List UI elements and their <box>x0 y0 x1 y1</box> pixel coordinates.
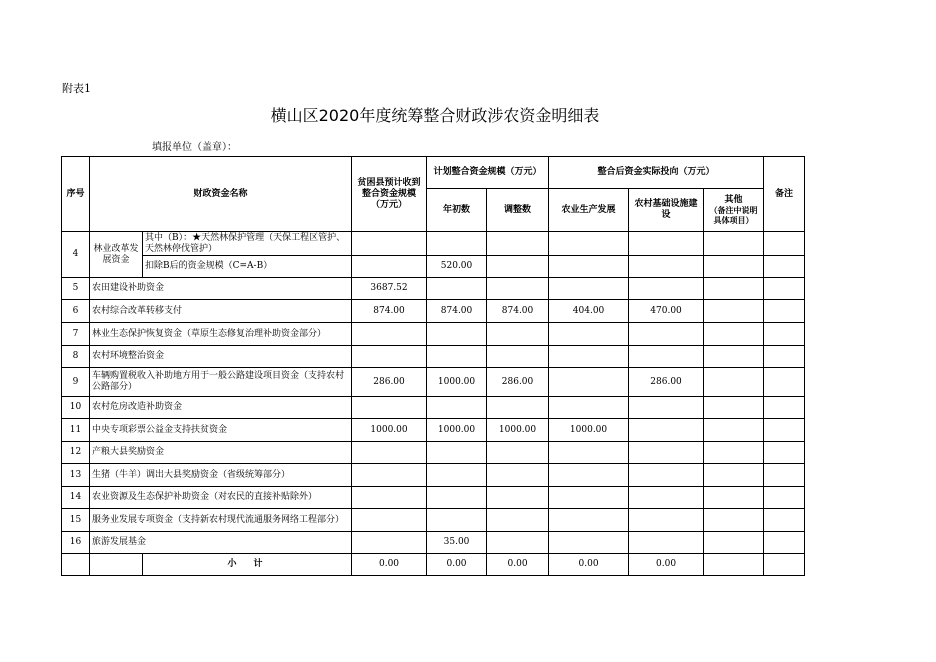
row-other-cell <box>704 442 764 464</box>
row-other-cell <box>704 300 764 323</box>
row-poor-cell <box>352 487 427 509</box>
row-init-cell <box>427 278 487 300</box>
row-other-cell <box>704 323 764 346</box>
row-infra-cell <box>629 464 704 487</box>
row-remark-cell <box>764 278 805 300</box>
row-agri-cell <box>549 346 629 368</box>
data-rows <box>62 278 805 554</box>
row-fund-name: 生猪（牛羊）调出大县奖励资金（省级统筹部分） <box>90 464 352 487</box>
row-poor-cell <box>352 346 427 368</box>
header-agri: 农业生产发展 <box>549 189 629 232</box>
row-agri-cell <box>549 397 629 419</box>
row-init-cell <box>427 323 487 346</box>
header-other-label: 其他 <box>724 194 743 205</box>
row-agri-cell <box>549 278 629 300</box>
table-row <box>62 487 805 509</box>
row-init-cell <box>427 464 487 487</box>
row-adj-cell <box>487 397 549 419</box>
row-other-cell <box>704 278 764 300</box>
funds-table <box>61 156 805 576</box>
row-fund-name: 农村综合改革转移支付 <box>90 300 352 323</box>
row-remark-cell <box>764 464 805 487</box>
row-fund-name: 农田建设补助资金 <box>90 278 352 300</box>
row-infra-cell <box>629 419 704 442</box>
table-row <box>62 442 805 464</box>
row-infra-cell <box>629 397 704 419</box>
row-seq: 13 <box>62 464 90 487</box>
row-adj-cell <box>487 278 549 300</box>
row-poor-cell <box>352 509 427 532</box>
row-seq: 14 <box>62 487 90 509</box>
row-seq: 12 <box>62 442 90 464</box>
row-other-cell <box>704 346 764 368</box>
row-agri-cell <box>549 368 629 397</box>
subtotal-other <box>704 554 764 576</box>
row-fund-name: 产粮大县奖励资金 <box>90 442 352 464</box>
header-other <box>704 189 764 232</box>
row-init-cell <box>427 487 487 509</box>
row-remark-cell <box>764 300 805 323</box>
row-infra-cell <box>629 487 704 509</box>
row-adj-cell <box>487 346 549 368</box>
row-fund-name: 旅游发展基金 <box>90 532 352 554</box>
row-adj-cell <box>487 323 549 346</box>
row-4-sub1-name: 其中（B）：★天然林保护管理（天保工程区管护、天然林停伐管护） <box>143 232 352 256</box>
row-seq: 11 <box>62 419 90 442</box>
row-4-sub2-name: 扣除B后的资金规模（C=A-B） <box>143 256 352 278</box>
subtotal-poor: 0.00 <box>352 554 427 576</box>
subtotal-row-group <box>62 554 805 576</box>
header-remark: 备注 <box>764 157 805 232</box>
row-other-cell <box>704 368 764 397</box>
row-adj-cell <box>487 487 549 509</box>
row-poor-cell <box>352 323 427 346</box>
subtotal-remark <box>764 554 805 576</box>
row-adj-cell: 874.00 <box>487 300 549 323</box>
header-fund-name: 财政资金名称 <box>90 157 352 232</box>
row-adj-cell <box>487 532 549 554</box>
subtotal-row <box>62 554 805 576</box>
row-seq: 16 <box>62 532 90 554</box>
subtotal-initial: 0.00 <box>427 554 487 576</box>
row-fund-name: 中央专项彩票公益金支持扶贫资金 <box>90 419 352 442</box>
table-row <box>62 323 805 346</box>
row-fund-name: 服务业发展专项资金（支持新农村现代流通服务网络工程部分） <box>90 509 352 532</box>
table-row <box>62 346 805 368</box>
row-adj-cell <box>487 464 549 487</box>
row-infra-cell <box>629 323 704 346</box>
row-agri-cell <box>549 464 629 487</box>
table-row <box>62 397 805 419</box>
row-remark-cell <box>764 509 805 532</box>
row-seq: 9 <box>62 368 90 397</box>
row-remark-cell <box>764 346 805 368</box>
table-row <box>62 278 805 300</box>
row-init-cell: 1000.00 <box>427 419 487 442</box>
header-poor-county: 贫困县预计收到整合资金规模（万元） <box>352 157 427 232</box>
row-remark-cell <box>764 419 805 442</box>
table-row <box>62 300 805 323</box>
row-poor-cell <box>352 532 427 554</box>
table-header <box>62 157 805 232</box>
row-init-cell: 874.00 <box>427 300 487 323</box>
row-adj-cell <box>487 442 549 464</box>
row-4-group <box>62 232 805 278</box>
row-seq: 6 <box>62 300 90 323</box>
row-agri-cell <box>549 532 629 554</box>
table-row <box>62 419 805 442</box>
row-remark-cell <box>764 532 805 554</box>
table-row <box>62 509 805 532</box>
row-poor-cell: 1000.00 <box>352 419 427 442</box>
row-other-cell <box>704 487 764 509</box>
row-poor-cell <box>352 464 427 487</box>
row-seq: 15 <box>62 509 90 532</box>
row-infra-cell: 470.00 <box>629 300 704 323</box>
subtotal-adjust: 0.00 <box>487 554 549 576</box>
subtotal-infra: 0.00 <box>629 554 704 576</box>
row-init-cell <box>427 442 487 464</box>
row-infra-cell <box>629 278 704 300</box>
row-4-sub2-initial: 520.00 <box>427 256 487 278</box>
row-other-cell <box>704 532 764 554</box>
row-agri-cell <box>549 323 629 346</box>
reporting-unit-label: 填报单位（盖章）： <box>152 142 237 153</box>
row-fund-name: 农村危房改造补助资金 <box>90 397 352 419</box>
header-other-note: （备注中说明具体项目） <box>709 205 758 225</box>
row-poor-cell: 286.00 <box>352 368 427 397</box>
row-agri-cell: 404.00 <box>549 300 629 323</box>
header-actual-group: 整合后资金实际投向（万元） <box>549 157 764 189</box>
row-adj-cell: 1000.00 <box>487 419 549 442</box>
row-agri-cell: 1000.00 <box>549 419 629 442</box>
row-remark-cell <box>764 487 805 509</box>
row-4-seq: 4 <box>62 232 90 278</box>
row-infra-cell <box>629 346 704 368</box>
row-other-cell <box>704 464 764 487</box>
row-4-group-name: 林业改革发展资金 <box>90 232 143 278</box>
header-seq: 序号 <box>62 157 90 232</box>
table-row <box>62 368 805 397</box>
header-plan-group: 计划整合资金规模（万元） <box>427 157 549 189</box>
table-row <box>62 464 805 487</box>
row-remark-cell <box>764 397 805 419</box>
header-plan-initial: 年初数 <box>427 189 487 232</box>
row-init-cell: 35.00 <box>427 532 487 554</box>
row-init-cell <box>427 397 487 419</box>
row-other-cell <box>704 509 764 532</box>
row-seq: 8 <box>62 346 90 368</box>
row-fund-name: 农业资源及生态保护补助资金（对农民的直接补贴除外） <box>90 487 352 509</box>
row-adj-cell: 286.00 <box>487 368 549 397</box>
row-fund-name: 农村环境整治资金 <box>90 346 352 368</box>
subtotal-label: 小 计 <box>143 554 352 576</box>
row-agri-cell <box>549 509 629 532</box>
row-poor-cell: 3687.52 <box>352 278 427 300</box>
row-infra-cell <box>629 532 704 554</box>
subtotal-agri: 0.00 <box>549 554 629 576</box>
row-fund-name: 林业生态保护恢复资金（草原生态修复治理补助资金部分） <box>90 323 352 346</box>
row-init-cell <box>427 346 487 368</box>
header-infra: 农村基础设施建设 <box>629 189 704 232</box>
row-agri-cell <box>549 442 629 464</box>
row-poor-cell <box>352 442 427 464</box>
page-title: 横山区2020年度统筹整合财政涉农资金明细表 <box>270 106 600 125</box>
row-remark-cell <box>764 323 805 346</box>
attachment-label: 附表1 <box>62 82 91 95</box>
row-remark-cell <box>764 442 805 464</box>
row-other-cell <box>704 419 764 442</box>
row-init-cell: 1000.00 <box>427 368 487 397</box>
row-agri-cell <box>549 487 629 509</box>
row-seq: 10 <box>62 397 90 419</box>
row-infra-cell: 286.00 <box>629 368 704 397</box>
row-poor-cell <box>352 397 427 419</box>
row-adj-cell <box>487 509 549 532</box>
row-infra-cell <box>629 442 704 464</box>
row-poor-cell: 874.00 <box>352 300 427 323</box>
row-seq: 5 <box>62 278 90 300</box>
row-init-cell <box>427 509 487 532</box>
row-seq: 7 <box>62 323 90 346</box>
row-other-cell <box>704 397 764 419</box>
row-infra-cell <box>629 509 704 532</box>
row-fund-name: 车辆购置税收入补助地方用于一般公路建设项目资金（支持农村公路部分） <box>90 368 352 397</box>
header-plan-adjust: 调整数 <box>487 189 549 232</box>
row-remark-cell <box>764 368 805 397</box>
table-row <box>62 532 805 554</box>
